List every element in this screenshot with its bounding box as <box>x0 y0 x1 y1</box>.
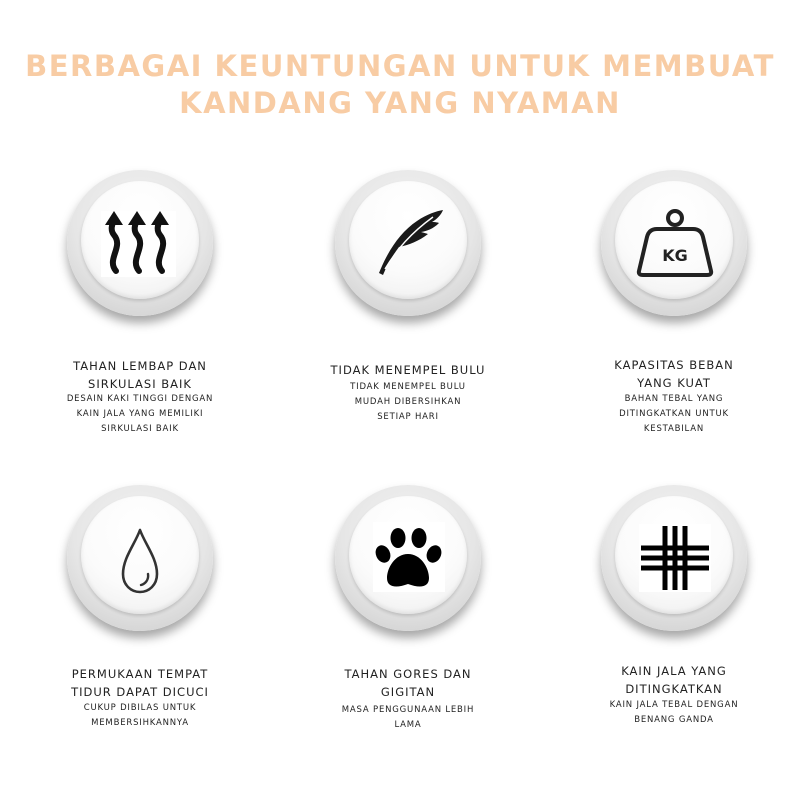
icon-badge <box>67 170 213 316</box>
page-title-line-2: KANDANG YANG NYAMAN <box>179 86 621 120</box>
heat-arrows-icon <box>81 181 199 299</box>
paw-print-icon <box>349 496 467 614</box>
feature-title: TAHAN GORES DAN GIGITAN <box>344 667 472 699</box>
icon-badge <box>335 170 481 316</box>
feather-icon <box>349 181 467 299</box>
feature-description: CUKUP DIBILAS UNTUK MEMBERSIHKANNYA <box>83 703 197 728</box>
feature-card-humidity <box>30 170 250 470</box>
feature-description: BAHAN TEBAL YANG DITINGKATKAN UNTUK KESTABILAN <box>619 394 729 434</box>
icon-badge <box>601 485 747 631</box>
icon-badge <box>67 485 213 631</box>
feature-title: TIDAK MENEMPEL BULU <box>330 363 486 377</box>
feature-description: MASA PENGGUNAAN LEBIH LAMA <box>341 705 475 730</box>
page-title-line-1: BERBAGAI KEUNTUNGAN UNTUK MEMBUAT <box>25 49 775 83</box>
kg-weight-icon <box>615 181 733 299</box>
feature-description: DESAIN KAKI TINGGI DENGAN KAIN JALA YANG MEMILIKI SIRKULASI BAIK <box>66 394 214 434</box>
feature-description: TIDAK MENEMPEL BULU MUDAH DIBERSIHKAN SETIAP HARI <box>350 382 466 422</box>
feature-title: PERMUKAAN TEMPAT TIDUR DAPAT DICUCI <box>71 667 209 699</box>
feature-description: KAIN JALA TEBAL DENGAN BENANG GANDA <box>609 700 739 725</box>
feature-card-mesh <box>564 485 784 785</box>
feature-card-scratch <box>298 485 518 785</box>
kg-label: KG <box>662 246 688 265</box>
feature-title: KAPASITAS BEBAN YANG KUAT <box>614 358 734 390</box>
feature-card-washable <box>30 485 250 785</box>
mesh-grid-icon <box>615 496 733 614</box>
feature-title: TAHAN LEMBAP DAN SIRKULASI BAIK <box>73 359 207 391</box>
water-drop-icon <box>81 496 199 614</box>
icon-badge <box>601 170 747 316</box>
feature-card-capacity <box>564 170 784 470</box>
icon-badge <box>335 485 481 631</box>
page-title <box>0 48 800 122</box>
feature-card-fur <box>298 170 518 470</box>
feature-title: KAIN JALA YANG DITINGKATKAN <box>621 664 727 696</box>
